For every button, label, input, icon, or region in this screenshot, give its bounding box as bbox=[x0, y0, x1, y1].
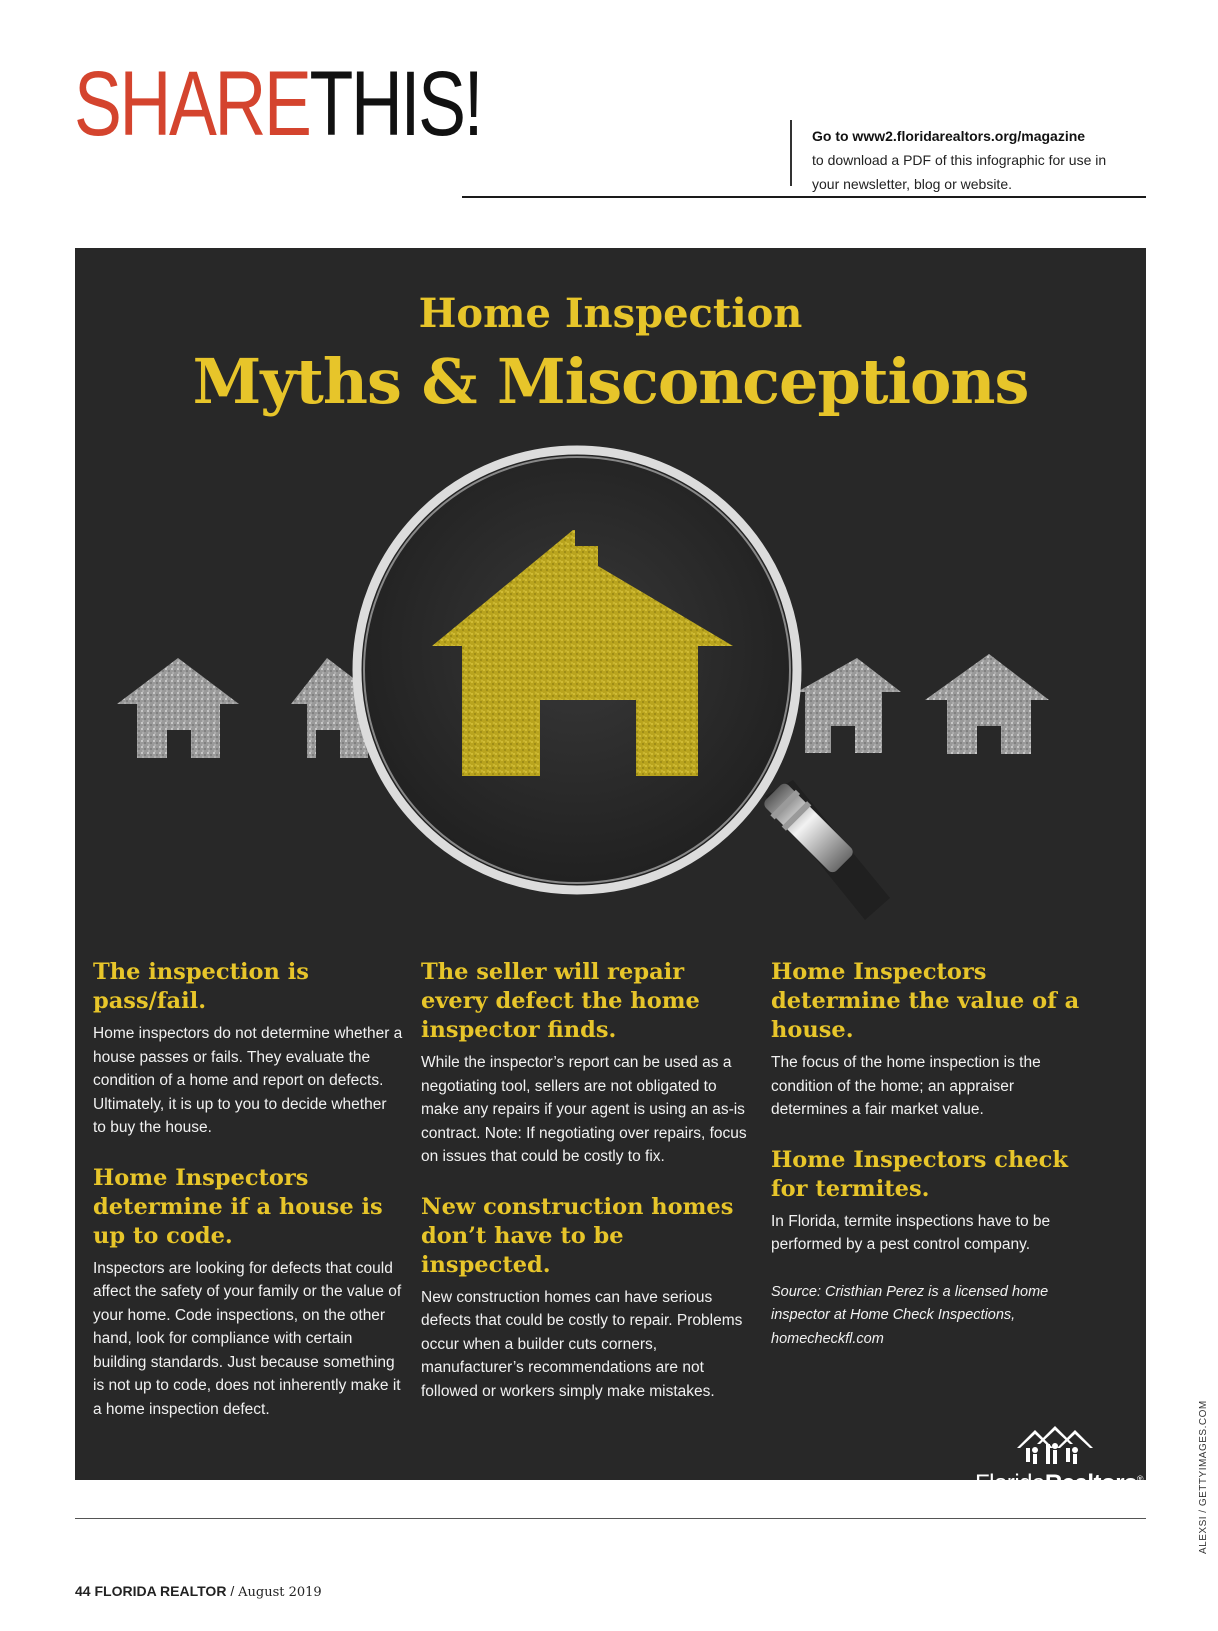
issue-date: August 2019 bbox=[238, 1585, 322, 1600]
myth-item bbox=[93, 958, 403, 1140]
house-icon bbox=[117, 658, 239, 758]
myth-explanation: The focus of the home inspection is the condition of the home; an appraiser determines a fair market value. bbox=[771, 1054, 1041, 1118]
myth-title: The seller will repair every defect the home inspector finds. bbox=[421, 959, 700, 1043]
share-this-heading bbox=[74, 53, 482, 155]
myth-title: Home Inspectors determine the value of a house. bbox=[771, 959, 1080, 1043]
myth-title: Home Inspectors determine if a house is up to code. bbox=[93, 1164, 383, 1249]
logo-name-realtors: Realtors bbox=[1044, 1470, 1137, 1497]
myth-column-1 bbox=[93, 958, 403, 1421]
myth-title: The inspection is pass/fail. bbox=[93, 959, 309, 1014]
logo-tagline: The Voice for Real Estate® in Florida bbox=[973, 1502, 1138, 1513]
magnifier-illustration bbox=[75, 248, 1146, 948]
infographic-title: Myths & Misconceptions bbox=[192, 345, 1029, 418]
myth-title: New construction homes don’t have to be inspected. bbox=[421, 1193, 734, 1278]
infographic-panel bbox=[75, 248, 1146, 1513]
download-note bbox=[812, 124, 1152, 196]
download-url[interactable]: Go to www2.floridarealtors.org/magazine bbox=[812, 128, 1086, 144]
this-word: THIS! bbox=[309, 53, 482, 155]
myth-column-2 bbox=[421, 958, 747, 1403]
myth-item bbox=[771, 1146, 1081, 1257]
registered-mark: ® bbox=[1136, 1474, 1144, 1484]
myth-column-3 bbox=[771, 958, 1081, 1351]
page-folio bbox=[75, 1583, 322, 1600]
myth-explanation: While the inspector’s report can be used as a negotiating tool, sellers are not obligated to make any repairs if your agent is using an as-is contract. Note: If negotiating over repairs, focus on issues that could be costly to fix. bbox=[421, 1054, 747, 1165]
florida-realtors-wordmark bbox=[975, 1470, 1143, 1498]
myth-explanation: In Florida, termite inspections have to be performed by a pest control company. bbox=[771, 1212, 1051, 1253]
house-icon bbox=[925, 654, 1049, 754]
magazine-name: FLORIDA REALTOR bbox=[94, 1583, 227, 1599]
myth-explanation: Inspectors are looking for defects that could affect the safety of your family or the value of your home. Code inspections, on the other hand, look for compliance with certain building standards. Just because something is not up to code, does not inherently make it a home inspection defect. bbox=[93, 1259, 402, 1418]
download-note-line: your newsletter, blog or website. bbox=[812, 176, 1012, 192]
footer-rule bbox=[75, 1518, 1146, 1519]
myth-item bbox=[421, 958, 747, 1169]
logo-name-florida: Florida bbox=[975, 1470, 1045, 1497]
myth-item bbox=[771, 958, 1081, 1122]
myth-explanation: New construction homes can have serious defects that could be costly to repair. Problems occur when a builder cuts corners, manufacturer’s recommendations are not followed or workers simply make mistakes. bbox=[421, 1288, 743, 1400]
house-icon bbox=[797, 658, 901, 753]
share-word: SHARE bbox=[74, 53, 310, 155]
infographic-subtitle: Home Inspection bbox=[418, 290, 803, 337]
source-note: Source: Cristhian Perez is a licensed home inspector at Home Check Inspections, homecheckfl.com bbox=[771, 1283, 1049, 1347]
page-number: 44 bbox=[75, 1583, 91, 1599]
folio-separator: / bbox=[230, 1583, 235, 1599]
myth-title: Home Inspectors check for termites. bbox=[771, 1146, 1068, 1202]
myth-item bbox=[421, 1193, 747, 1404]
myth-explanation: Home inspectors do not determine whether a house passes or fails. They evaluate the condition of a home and report on defects. Ultimately, it is up to you to decide whether to buy the house. bbox=[93, 1025, 403, 1136]
myth-item bbox=[93, 1164, 403, 1422]
photo-credit: ALEXSI / GETTYIMAGES.COM bbox=[1198, 1400, 1209, 1554]
header-rule bbox=[462, 196, 1146, 198]
note-divider bbox=[790, 120, 792, 186]
download-note-line: to download a PDF of this infographic for use in bbox=[812, 152, 1107, 168]
